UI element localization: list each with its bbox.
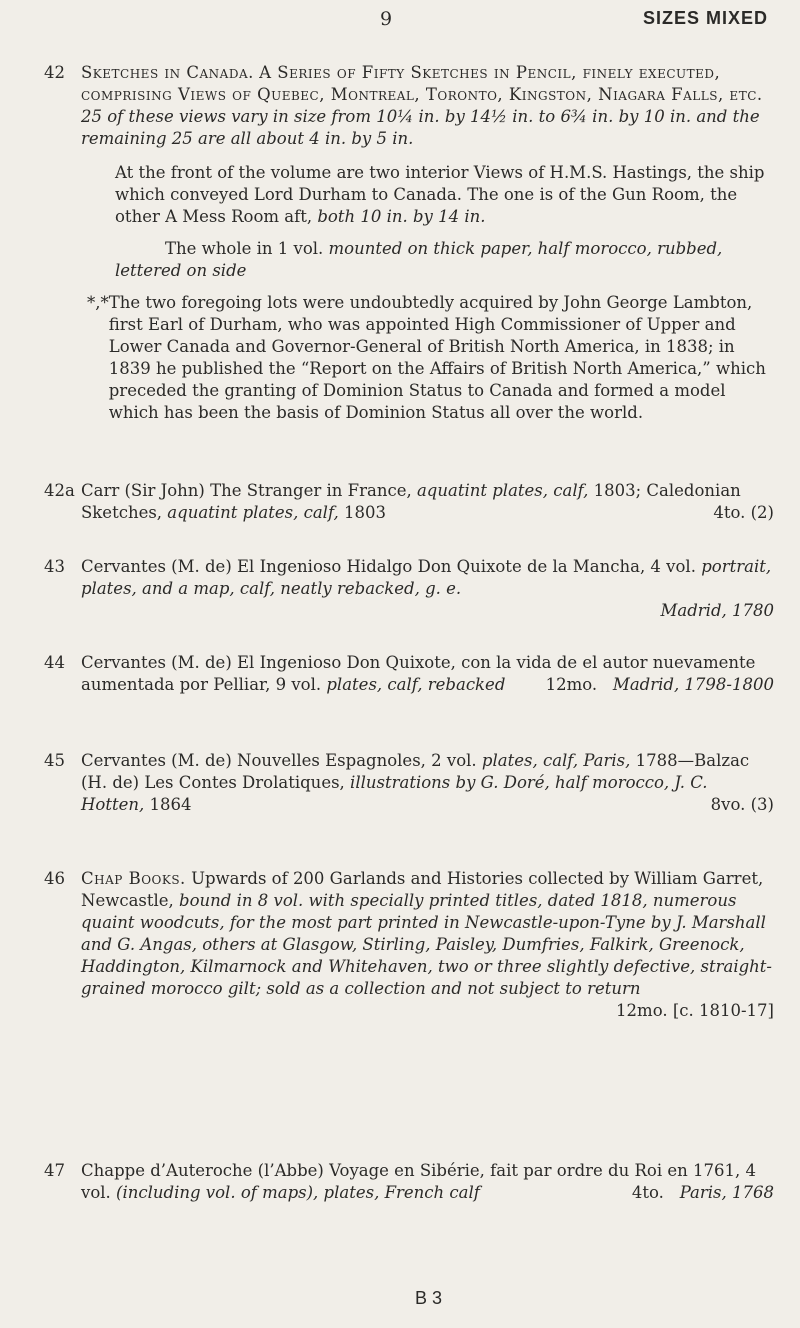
lot-text: Carr (Sir John) The Stranger in France, [81,481,412,500]
lot-number: 42a [44,481,75,500]
lot-note [87,292,774,424]
lot-text: 1788—Balzac (H. de) Les Contes Drolatiques, [81,751,750,792]
lot-title: Sketches in Canada. [81,63,254,82]
lot-detail: plates, calf, Paris, [481,751,631,770]
lot-dimensions: both 10 in. by 14 in. [317,207,486,226]
lot-imprint: 12mo. [c. 1810-17] [616,1001,774,1020]
lot-number: 42 [44,63,65,82]
lot-binding-detail: mounted on thick paper, half morocco, rubbed, lettered on side [115,239,723,280]
lot-text: At the front of the volume are two interior Views of H.M.S. Hastings, the ship which conveyed Lord Durham to Canada. The one is of the Gun Room, the other A Mess Room aft, [115,163,765,226]
lot-detail: (including vol. of maps), plates, French calf [116,1183,480,1202]
lot-description [81,62,774,150]
lot-format: 4to. [631,1183,664,1202]
lot-place-date: Paris, 1768 [679,1183,774,1202]
lot-number: 46 [44,869,65,888]
lot-text: Chappe d’Auteroche (l’Abbe) Voyage en Sibérie, fait par ordre du Roi en 1761, 4 vol. [81,1161,756,1202]
lot-text: A Series of Fifty Sketches in Pencil, finely executed, comprising Views of Quebec, Montreal, Toronto, Kingston, Niagara Falls, etc. [81,63,763,104]
lot-format: 4to. (2) [713,503,774,522]
lot-format: 8vo. (3) [710,795,774,814]
section-title: SIZES MIXED [642,8,768,28]
note-text: The two foregoing lots were undoubtedly acquired by John George Lambton, first Earl of Durham, who was appointed High Commissioner of Upper and Lower Canada and Governor-General of British North America, in 1838; in 1839 he published the “Report on the Affairs of British North America,” which preceded the granting of Dominion Status to Canada and formed a model which has been the basis of Dominion Status all over the world. [108,293,766,422]
lot-42 [44,62,774,424]
lot-paragraph [115,162,774,228]
lot-text: Cervantes (M. de) El Ingenioso Don Quixote, con la vida de el autor nuevamente aumentada por Pelliar, 9 vol. [81,653,756,694]
lot-46 [44,868,774,1022]
lot-47 [44,1160,774,1204]
lot-date: 1803 [343,503,386,522]
lot-format: 12mo. [545,675,598,694]
lot-text: 1803; Caledonian Sketches, [81,481,741,522]
lot-imprint [632,1182,774,1204]
lot-42a [44,480,774,524]
lot-detail: plates, calf, rebacked [326,675,506,694]
lot-imprint [546,674,774,696]
signature-mark: B 3 [415,1288,443,1308]
lot-45 [44,750,774,816]
lot-detail: aquatint plates, calf, [416,481,589,500]
lot-number: 45 [44,751,65,770]
lot-title: Chap Books. [81,869,186,888]
lot-detail: portrait, plates, and a map, calf, neatly rebacked, g. e. [81,557,772,598]
lot-text: Upwards of 200 Garlands and Histories collected by William Garret, Newcastle, [81,869,764,910]
lot-detail: illustrations by G. Doré, half morocco, J. C. Hotten, [81,773,708,814]
lot-text: Cervantes (M. de) Nouvelles Espagnoles, 2 vol. [81,751,477,770]
lot-number: 43 [44,557,65,576]
lot-detail: aquatint plates, calf, [167,503,339,522]
lot-text: Cervantes (M. de) El Ingenioso Hidalgo Don Quixote de la Mancha, 4 vol. [81,557,696,576]
lot-date: 1864 [149,795,192,814]
asterism: *,* [87,293,109,312]
page-header [0,8,800,36]
lot-place-date: Madrid, 1798-1800 [612,675,774,694]
lot-detail: bound in 8 vol. with specially printed titles, dated 1818, numerous quaint woodcuts, for the most part printed in Newcastle-upon-Tyne by J. Marshall and G. Angas, others at Glasgow, Stirling, Paisley, Dumfries, Falkirk, Greenock, Haddington, Kilmarnock and Whitehaven, two or three slightly defective, straight-grained morocco gilt; sold as a collection and not subject to return [81,891,773,998]
lot-imprint: Madrid, 1780 [660,601,774,620]
lot-size-note: 25 of these views vary in size from 10¼ in. by 14½ in. to 6¾ in. by 10 in. and the remaining 25 are all about 4 in. by 5 in. [81,107,760,148]
lot-43 [44,556,774,622]
lot-number: 47 [44,1161,65,1180]
page-number: 9 [380,8,393,30]
lot-44 [44,652,774,696]
lot-text: The whole in 1 vol. [165,239,324,258]
lot-number: 44 [44,653,65,672]
lot-binding [115,238,774,282]
